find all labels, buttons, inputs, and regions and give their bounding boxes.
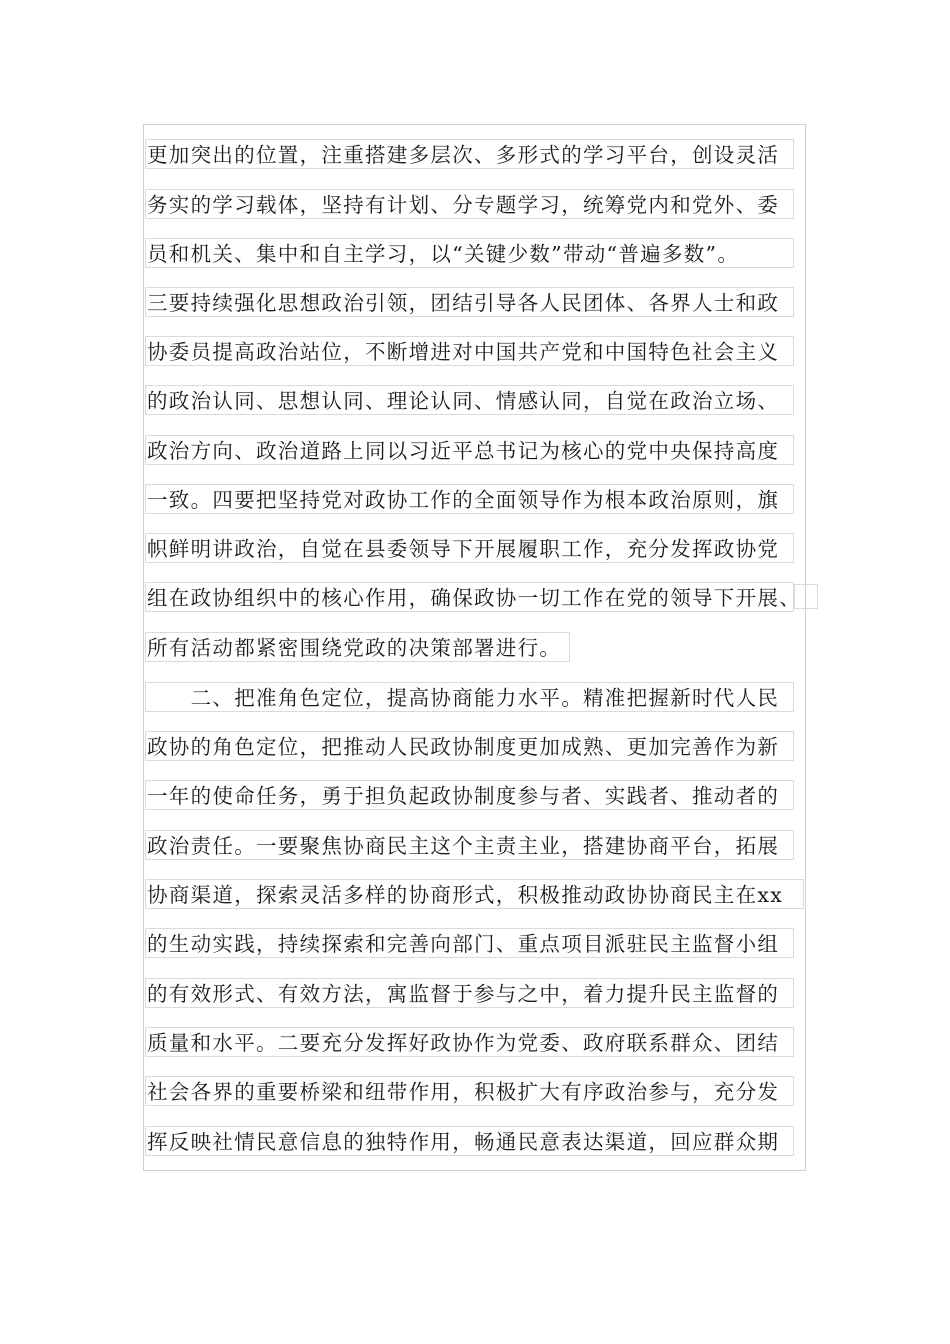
text-line-12: 二、把准角色定位，提高协商能力水平。精准把握新时代人民 [145, 682, 794, 712]
text-line-7: 政治方向、政治道路上同以习近平总书记为核心的党中央保持高度 [145, 435, 794, 465]
text-line-11: 所有活动都紧密围绕党政的决策部署进行。 [145, 632, 570, 662]
text-line-18: 的有效形式、有效方法，寓监督于参与之中，着力提升民主监督的 [145, 978, 794, 1008]
text-line-5: 协委员提高政治站位，不断增进对中国共产党和中国特色社会主义 [145, 336, 794, 366]
text-line-14: 一年的使命任务，勇于担负起政协制度参与者、实践者、推动者的 [145, 780, 794, 810]
text-line-2: 务实的学习载体，坚持有计划、分专题学习，统筹党内和党外、委 [145, 189, 794, 219]
text-line-15: 政治责任。一要聚焦协商民主这个主责主业，搭建协商平台，拓展 [145, 830, 794, 860]
text-line-1: 更加突出的位置，注重搭建多层次、多形式的学习平台，创设灵活 [145, 139, 794, 169]
text-line-3: 员和机关、集中和自主学习，以“关键少数”带动“普遍多数”。 [145, 238, 794, 268]
text-line-13: 政协的角色定位，把推动人民政协制度更加成熟、更加完善作为新 [145, 731, 794, 761]
text-line-10: 组在政协组织中的核心作用，确保政协一切工作在党的领导下开展、 [145, 582, 794, 612]
text-line-20: 社会各界的重要桥梁和纽带作用，积极扩大有序政治参与，充分发 [145, 1076, 794, 1106]
text-line-21: 挥反映社情民意信息的独特作用，畅通民意表达渠道，回应群众期 [145, 1126, 794, 1156]
text-line-16: 协商渠道，探索灵活多样的协商形式，积极推动政协协商民主在xx [145, 879, 804, 909]
text-line-9: 帜鲜明讲政治，自觉在县委领导下开展履职工作，充分发挥政协党 [145, 533, 794, 563]
text-line-6: 的政治认同、思想认同、理论认同、情感认同，自觉在政治立场、 [145, 385, 794, 415]
text-line-4: 三要持续强化思想政治引领，团结引导各人民团体、各界人士和政 [145, 287, 794, 317]
text-line-19: 质量和水平。二要充分发挥好政协作为党委、政府联系群众、团结 [145, 1027, 794, 1057]
text-line-8: 一致。四要把坚持党对政协工作的全面领导作为根本政治原则，旗 [145, 484, 794, 514]
line-overflow-box [794, 584, 818, 609]
text-line-17: 的生动实践，持续探索和完善向部门、重点项目派驻民主监督小组 [145, 928, 794, 958]
